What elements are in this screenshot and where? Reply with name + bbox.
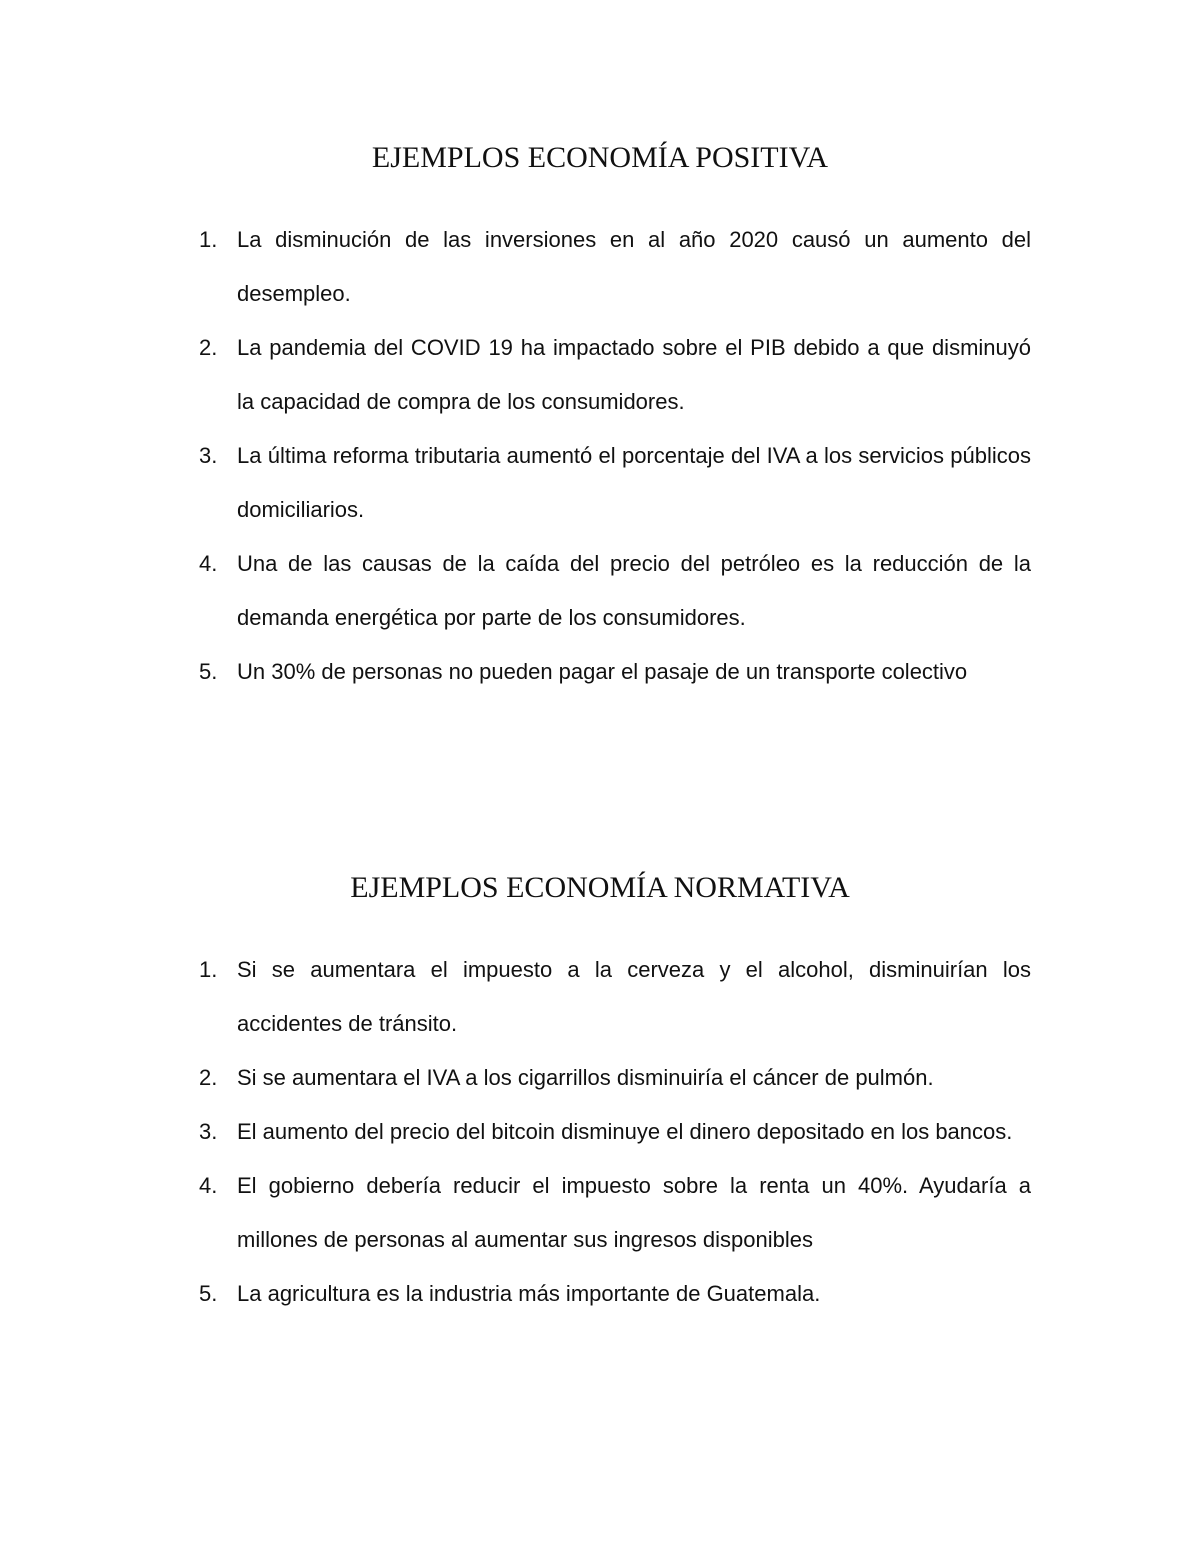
item-number: 3. <box>199 443 218 468</box>
list-item <box>0 537 1200 645</box>
item-number: 2. <box>199 1065 218 1090</box>
item-number: 2. <box>199 335 218 360</box>
list-item <box>0 429 1200 537</box>
item-text: Si se aumentara el IVA a los cigarrillos disminuiría el cáncer de pulmón. <box>237 1065 934 1090</box>
item-text: La última reforma tributaria aumentó el porcentaje del IVA a los servicios públicos domiciliarios. <box>237 443 1031 522</box>
item-text: Un 30% de personas no pueden pagar el pasaje de un transporte colectivo <box>237 659 968 684</box>
item-number: 1. <box>199 227 218 252</box>
item-text: Una de las causas de la caída del precio del petróleo es la reducción de la demanda energética por parte de los consumidores. <box>237 551 1031 630</box>
item-text: El aumento del precio del bitcoin disminuye el dinero depositado en los bancos. <box>237 1119 1013 1144</box>
item-text: Si se aumentara el impuesto a la cerveza y el alcohol, disminuirían los accidentes de tránsito. <box>237 957 1031 1036</box>
item-text: La disminución de las inversiones en al año 2020 causó un aumento del desempleo. <box>237 227 1031 306</box>
list-item <box>0 321 1200 429</box>
item-number: 4. <box>199 1173 218 1198</box>
section-title-positive: EJEMPLOS ECONOMÍA POSITIVA <box>371 141 829 174</box>
list-normative-examples <box>0 943 1200 1321</box>
list-positive-examples <box>0 213 1200 699</box>
list-item <box>0 1267 1200 1321</box>
list-item <box>0 1105 1200 1159</box>
item-text: El gobierno debería reducir el impuesto sobre la renta un 40%. Ayudaría a millones de personas al aumentar sus ingresos disponibles <box>237 1173 1031 1252</box>
section-title-normative: EJEMPLOS ECONOMÍA NORMATIVA <box>350 871 850 904</box>
item-text: La agricultura es la industria más importante de Guatemala. <box>237 1281 821 1306</box>
list-item <box>0 1159 1200 1267</box>
list-item <box>0 943 1200 1051</box>
item-number: 4. <box>199 551 218 576</box>
list-item <box>0 1051 1200 1105</box>
item-number: 5. <box>199 1281 218 1306</box>
item-number: 3. <box>199 1119 218 1144</box>
list-item <box>0 645 1200 699</box>
item-text: La pandemia del COVID 19 ha impactado sobre el PIB debido a que disminuyó la capacidad de compra de los consumidores. <box>237 335 1031 414</box>
list-item <box>0 213 1200 321</box>
item-number: 5. <box>199 659 218 684</box>
item-number: 1. <box>199 957 218 982</box>
